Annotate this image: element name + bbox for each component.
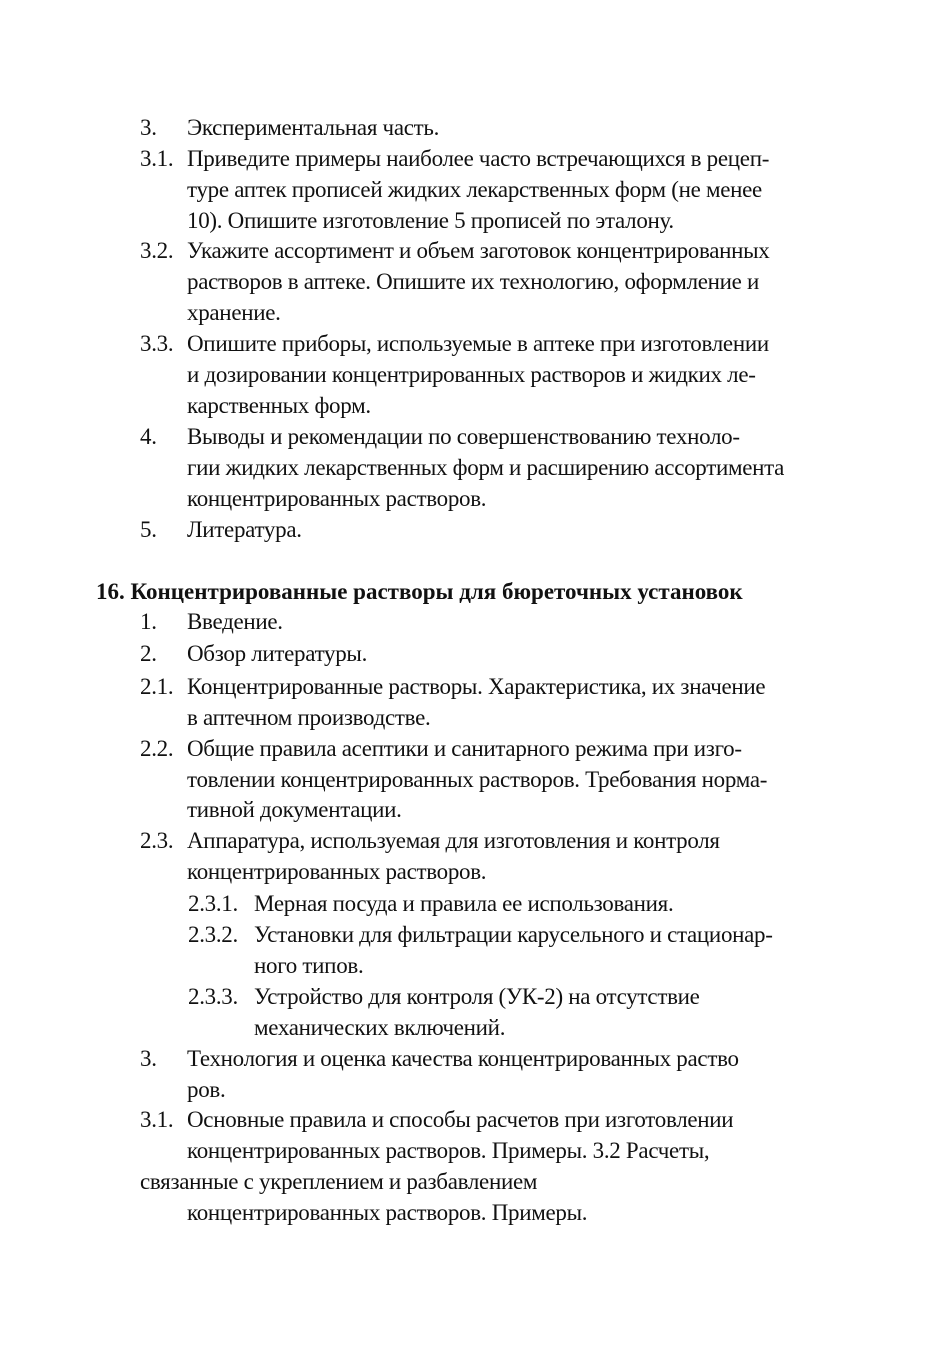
item-number: 2.3.3. [188, 984, 238, 1009]
item-text: товлении концентрированных растворов. Требования норма- [187, 767, 768, 792]
item-number: 2.1. [140, 674, 174, 699]
item-text: туре аптек прописей жидких лекарственных форм (не менее [187, 177, 762, 202]
item-text: Экспериментальная часть. [187, 115, 440, 140]
item-text: карственных форм. [187, 393, 371, 418]
item-number: 5. [140, 517, 157, 542]
item-number: 2.3.1. [188, 891, 238, 916]
item-text: ного типов. [254, 953, 364, 978]
item-number: 2.3. [140, 828, 174, 853]
item-text: хранение. [187, 300, 281, 325]
item-text: Приведите примеры наиболее часто встречающихся в рецеп- [187, 146, 770, 171]
item-text: Концентрированные растворы. Характеристика, их значение [187, 674, 766, 699]
item-text: растворов в аптеке. Опишите их технологию, оформление и [187, 269, 760, 294]
item-text: Технология и оценка качества концентрированных раство [187, 1046, 739, 1071]
item-text: концентрированных растворов. Примеры. [187, 1200, 588, 1225]
item-text: Мерная посуда и правила ее использования. [254, 891, 674, 916]
item-number: 3.3. [140, 331, 174, 356]
item-number: 2.2. [140, 736, 174, 761]
item-text: Установки для фильтрации карусельного и стационар- [254, 922, 773, 947]
item-text: концентрированных растворов. Примеры. 3.2 Расчеты, [187, 1138, 710, 1163]
item-text: гии жидких лекарственных форм и расширению ассортимента [187, 455, 785, 480]
item-number: 3.1. [140, 1107, 174, 1132]
item-text: тивной документации. [187, 797, 402, 822]
item-text: ров. [187, 1077, 226, 1102]
item-number: 1. [140, 609, 157, 634]
item-number: 3. [140, 1046, 157, 1071]
item-text: концентрированных растворов. [187, 486, 487, 511]
item-number: 4. [140, 424, 157, 449]
item-number: 3. [140, 115, 157, 140]
item-number: 3.2. [140, 238, 174, 263]
item-text: Обзор литературы. [187, 641, 368, 666]
item-text: Выводы и рекомендации по совершенствованию техноло- [187, 424, 740, 449]
item-text: Устройство для контроля (УК-2) на отсутствие [254, 984, 700, 1009]
item-text: Общие правила асептики и санитарного режима при изго- [187, 736, 742, 761]
item-text: и дозировании концентрированных растворов и жидких ле- [187, 362, 756, 387]
item-number: 3.1. [140, 146, 174, 171]
item-text: Литература. [187, 517, 302, 542]
item-number: 2.3.2. [188, 922, 238, 947]
item-text: Аппаратура, используемая для изготовления и контроля [187, 828, 720, 853]
item-text: 10). Опишите изготовление 5 прописей по эталону. [187, 208, 674, 233]
item-number: 2. [140, 641, 157, 666]
item-text: Опишите приборы, используемые в аптеке при изготовлении [187, 331, 769, 356]
item-text: связанные с укреплением и разбавлением [140, 1169, 538, 1194]
section-title: 16. Концентрированные растворы для бюреточных установок [96, 579, 743, 604]
item-text: в аптечном производстве. [187, 705, 431, 730]
item-text: Введение. [187, 609, 283, 634]
item-text: механических включений. [254, 1015, 506, 1040]
item-text: Укажите ассортимент и объем заготовок концентрированных [187, 238, 770, 263]
item-text: концентрированных растворов. [187, 859, 487, 884]
item-text: Основные правила и способы расчетов при изготовлении [187, 1107, 734, 1132]
